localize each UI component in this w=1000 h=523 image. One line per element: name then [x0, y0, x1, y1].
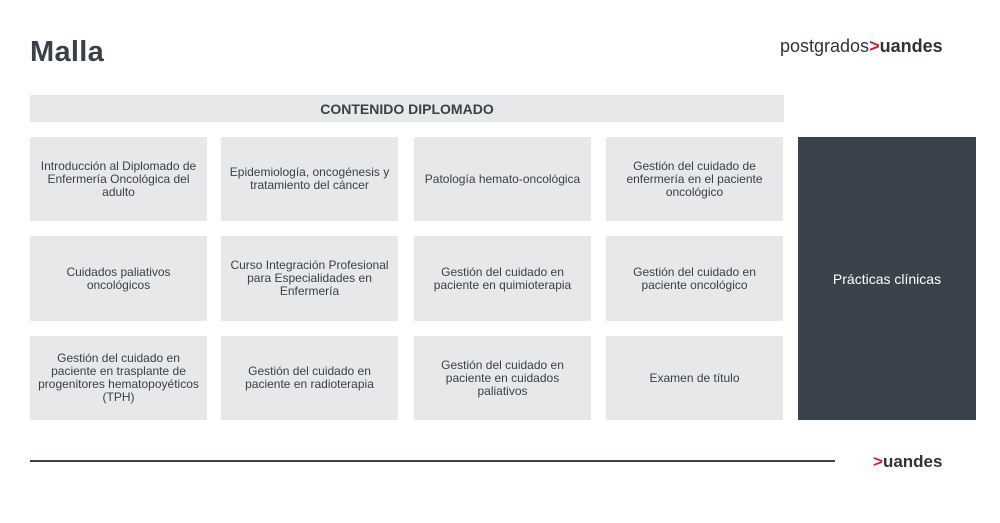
chevron-icon: >	[873, 452, 883, 471]
course-cell: Introducción al Diplomado de Enfermería Oncológica del adulto	[30, 137, 207, 221]
practicas-clinicas-block: Prácticas clínicas	[798, 137, 976, 420]
course-cell: Gestión del cuidado de enfermería en el paciente oncológico	[606, 137, 783, 221]
course-cell: Epidemiología, oncogénesis y tratamiento del cáncer	[221, 137, 398, 221]
logo-prefix: postgrados	[780, 36, 870, 56]
uandes-logo	[873, 452, 942, 472]
course-cell: Cuidados paliativos oncológicos	[30, 236, 207, 321]
course-cell: Gestión del cuidado en paciente oncológico	[606, 236, 783, 321]
content-header: CONTENIDO DIPLOMADO	[30, 95, 784, 122]
logo-brand: uandes	[879, 36, 943, 56]
course-cell: Gestión del cuidado en paciente en quimioterapia	[414, 236, 591, 321]
course-cell: Patología hemato-oncológica	[414, 137, 591, 221]
course-cell: Gestión del cuidado en paciente en radioterapia	[221, 336, 398, 420]
course-cell: Examen de título	[606, 336, 783, 420]
postgrados-uandes-logo	[780, 36, 943, 57]
page-title: Malla	[30, 36, 105, 68]
course-cell: Curso Integración Profesional para Especialidades en Enfermería	[221, 236, 398, 321]
logo-brand: uandes	[882, 452, 943, 471]
course-cell: Gestión del cuidado en paciente en cuidados paliativos	[414, 336, 591, 420]
footer-divider	[30, 460, 835, 462]
chevron-icon: >	[869, 36, 880, 56]
course-cell: Gestión del cuidado en paciente en trasplante de progenitores hematopoyéticos (TPH)	[30, 336, 207, 420]
